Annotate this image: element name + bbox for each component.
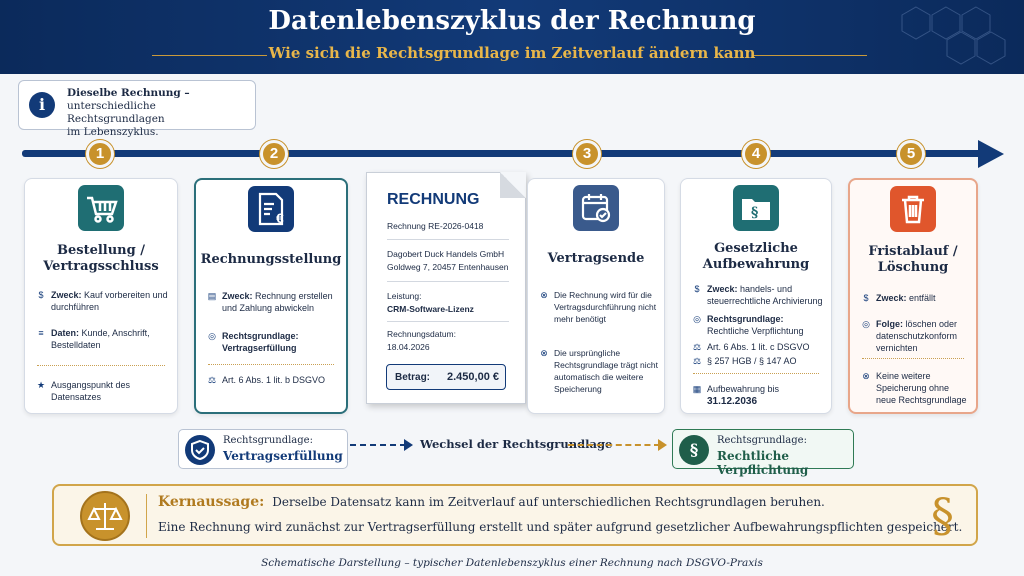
step-1-item-2 — [35, 327, 171, 351]
info-text — [67, 87, 252, 139]
footer-caption: Schematische Darstellung – typischer Datenlebenszyklus einer Rechnung nach DSGVO-Praxis — [261, 557, 763, 569]
info-icon: i — [29, 92, 55, 118]
step-1-title-line-1: Bestellung / — [57, 243, 145, 258]
step-3-item-1-text: Die Rechnung wird für die Vertragsdurchführung nicht mehr benötigt — [554, 290, 657, 324]
calendar-icon: ▦ — [692, 384, 702, 394]
step-4-item-2 — [691, 313, 825, 337]
step-4-item-4 — [691, 355, 825, 367]
step-5-item-2-text: löschen oder datenschutzkonform vernichten — [876, 319, 958, 353]
step-4-title-line-2: Aufbewahrung — [702, 257, 810, 272]
step-card-3 — [527, 178, 665, 414]
arrowhead-left — [404, 439, 413, 451]
step-title-5 — [850, 244, 976, 276]
divider — [387, 281, 509, 282]
key-message-line-2: Eine Rechnung wird zunächst zur Vertragserfüllung erstellt und später aufgrund gesetzlicher Aufbewahrungspflichten gespeichert. — [158, 520, 963, 534]
step-number-5: 5 — [897, 140, 925, 168]
step-5-item-1 — [860, 292, 970, 304]
page-subtitle: Wie sich die Rechtsgrundlage im Zeitverlauf ändern kann — [268, 44, 756, 62]
cross-circle-icon: ⊗ — [862, 371, 870, 381]
step-number-1: 1 — [86, 140, 114, 168]
step-1-item-2-text: Kunde, Anschrift, Bestelldaten — [51, 328, 150, 350]
divider — [693, 373, 819, 374]
step-2-item-3 — [206, 374, 340, 386]
shield-check-icon — [185, 435, 215, 465]
invoice-amount-label: Betrag: — [395, 372, 431, 383]
step-1-item-2-label: Daten: — [51, 328, 80, 338]
step-2-item-3-text: Art. 6 Abs. 1 lit. b DSGVO — [222, 375, 326, 385]
folder-paragraph-icon — [733, 185, 779, 231]
star-icon: ★ — [36, 380, 46, 390]
step-4-item-2-text: Rechtliche Verpflichtung — [707, 326, 804, 336]
step-number-3: 3 — [573, 140, 601, 168]
paragraph-symbol-icon: § — [931, 488, 954, 542]
invoice-amount-box — [386, 364, 506, 390]
step-1-item-1-text: Kauf vorbereiten und durchführen — [51, 290, 168, 312]
info-box — [18, 80, 256, 138]
page-fold-icon — [500, 172, 526, 198]
step-number-2: 2 — [260, 140, 288, 168]
target-icon: ◎ — [208, 331, 216, 341]
key-message-text-1: Derselbe Datensatz kann im Zeitverlauf auf unterschiedlichen Rechtsgrundlagen beruhen. — [272, 495, 825, 509]
scale-icon: ⚖ — [692, 356, 702, 366]
step-4-item-1-label: Zweck: — [707, 284, 738, 294]
step-title-3: Vertragsende — [547, 251, 645, 266]
target-icon: ◎ — [693, 314, 701, 324]
step-2-item-2-label: Rechtsgrundlage: — [222, 331, 299, 341]
invoice-number: Rechnung RE-2026-0418 — [387, 221, 484, 231]
info-line-2: unterschiedliche Rechtsgrundlagen — [67, 100, 165, 125]
dashed-arrow-left — [350, 444, 406, 446]
step-number-4: 4 — [742, 140, 770, 168]
step-card-4 — [680, 178, 832, 414]
dashed-arrow-right — [568, 444, 660, 446]
step-5-title-line-2: Löschung — [877, 260, 949, 275]
step-3-item-2-text: Die ursprüngliche Rechtsgrundlage trägt nicht automatisch die weitere Speicherung — [554, 348, 658, 394]
step-4-item-3-text: Art. 6 Abs. 1 lit. c DSGVO — [707, 342, 810, 352]
step-1-item-3-text: Ausgangspunkt des Datensatzes — [51, 380, 131, 402]
scales-of-justice-icon — [80, 491, 130, 541]
step-2-item-1-label: Zweck: — [222, 291, 253, 301]
key-message-label: Kernaussage: — [158, 494, 265, 510]
step-4-title-line-1: Gesetzliche — [714, 241, 798, 256]
svg-text:€: € — [276, 210, 284, 226]
legal-basis-left — [178, 429, 348, 469]
step-1-title-line-2: Vertragsschluss — [43, 259, 159, 274]
cross-circle-icon: ⊗ — [540, 348, 548, 358]
header-banner — [0, 0, 1024, 74]
scale-icon: ⚖ — [692, 342, 702, 352]
step-5-item-3-text: Keine weitere Speicherung ohne neue Rechtsgrundlage — [876, 371, 967, 405]
invoice-address: Goldweg 7, 20457 Entenhausen — [387, 262, 509, 272]
page-title: Datenlebenszyklus der Rechnung — [268, 6, 756, 36]
step-5-item-3 — [860, 370, 970, 406]
step-4-item-1 — [691, 283, 825, 307]
database-icon: ≡ — [38, 328, 44, 338]
key-message-line-1 — [158, 494, 825, 510]
document-icon: ▤ — [207, 291, 217, 301]
step-4-item-5 — [691, 383, 825, 408]
step-5-item-2-label: Folge: — [876, 319, 903, 329]
legal-basis-right-value: Rechtliche Verpflichtung — [717, 449, 809, 477]
invoice-leistung-value-text: CRM-Software-Lizenz — [387, 304, 474, 314]
step-title-1 — [25, 243, 177, 275]
arrowhead-right — [658, 439, 667, 451]
divider — [37, 365, 165, 366]
legal-basis-right-label: Rechtsgrundlage: — [717, 435, 807, 446]
invoice-datum-label: Rechnungsdatum: — [387, 329, 456, 339]
money-bag-icon: $ — [38, 290, 44, 300]
step-5-item-2 — [860, 318, 970, 354]
invoice-euro-icon — [248, 186, 294, 232]
invoice-leistung-label: Leistung: — [387, 291, 422, 301]
invoice-leistung-value — [387, 304, 474, 315]
timeline-arrowhead — [978, 140, 1004, 168]
key-message-box — [52, 484, 978, 546]
timeline-bar — [22, 150, 984, 157]
svg-text:§: § — [751, 205, 759, 221]
step-3-item-1 — [538, 289, 658, 325]
cart-icon — [78, 185, 124, 231]
step-card-5 — [848, 178, 978, 414]
invoice-company: Dagobert Duck Handels GmbH — [387, 249, 505, 259]
divider — [862, 358, 964, 359]
step-4-item-5-date: 31.12.2036 — [707, 396, 758, 407]
step-card-2 — [194, 178, 348, 414]
info-line-3: im Lebenszyklus. — [67, 126, 159, 138]
legal-basis-right — [672, 429, 854, 477]
step-4-item-5-text: Aufbewahrung bis — [707, 384, 780, 394]
step-title-2: Rechnungsstellung — [200, 252, 342, 267]
divider — [146, 494, 147, 538]
legal-basis-change: Wechsel der Rechtsgrundlage — [420, 437, 613, 451]
step-5-item-1-text: entfällt — [909, 293, 936, 303]
invoice-amount-value: 2.450,00 € — [447, 371, 499, 383]
invoice-datum-value: 18.04.2026 — [387, 342, 430, 352]
step-5-item-1-label: Zweck: — [876, 293, 907, 303]
step-2-item-2 — [206, 330, 340, 354]
target-icon: ◎ — [862, 319, 870, 329]
divider — [387, 239, 509, 240]
legal-basis-left-label: Rechtsgrundlage: — [223, 435, 313, 446]
money-bag-icon: $ — [694, 284, 700, 294]
calendar-check-icon — [573, 185, 619, 231]
step-title-4 — [681, 241, 831, 273]
paragraph-icon: § — [679, 435, 709, 465]
step-5-title-line-1: Fristablauf / — [868, 244, 958, 259]
info-line-1: Dieselbe Rechnung – — [67, 87, 190, 99]
cross-circle-icon: ⊗ — [540, 290, 548, 300]
divider — [208, 364, 334, 365]
step-2-item-2-value: Vertragserfüllung — [222, 343, 297, 353]
scale-icon: ⚖ — [207, 375, 217, 385]
step-1-item-1 — [35, 289, 171, 313]
step-4-item-4-text: § 257 HGB / § 147 AO — [707, 356, 797, 366]
trash-icon — [890, 186, 936, 232]
step-1-item-1-label: Zweck: — [51, 290, 82, 300]
step-2-item-1-text: Rechnung erstellen und Zahlung abwickeln — [222, 291, 333, 313]
legal-basis-left-value: Vertragserfüllung — [223, 449, 343, 463]
step-4-item-2-label: Rechtsgrundlage: — [707, 314, 784, 324]
invoice-heading: RECHNUNG — [387, 191, 480, 208]
money-bag-icon: $ — [863, 293, 869, 303]
step-3-item-2 — [538, 347, 658, 395]
step-1-item-3 — [35, 379, 171, 403]
step-card-1 — [24, 178, 178, 414]
step-2-item-1 — [206, 290, 340, 314]
step-4-item-1-text: handels- und steuerrechtliche Archivierung — [707, 284, 823, 306]
divider — [387, 321, 509, 322]
step-4-item-3 — [691, 341, 825, 353]
